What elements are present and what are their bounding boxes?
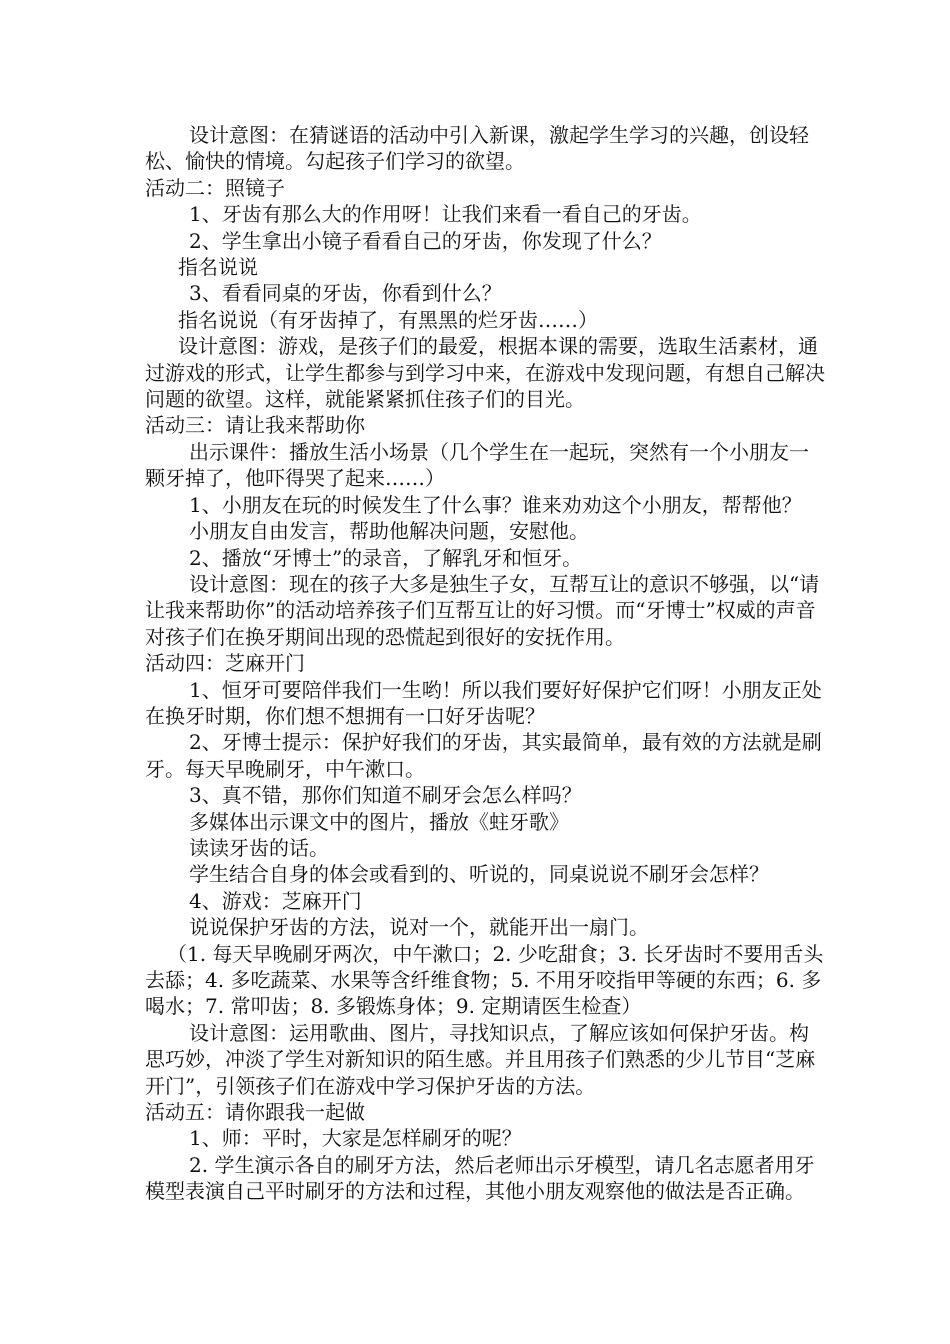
paragraph: 2、播放“牙博士”的录音，了解乳牙和恒牙。	[189, 545, 583, 570]
document-body	[145, 122, 825, 1205]
paragraph: 2、牙博士提示：保护好我们的牙齿，其实最简单，最有效的方法就是刷牙。每天早晚刷牙，中午漱口。	[145, 730, 822, 781]
paragraph: 1、小朋友在玩的时候发生了什么事？谁来劝劝这个小朋友，帮帮他？	[189, 492, 802, 517]
paragraph: 2、学生拿出小镜子看看自己的牙齿，你发现了什么？	[189, 228, 662, 253]
paragraph: 多媒体出示课文中的图片，播放《蛀牙歌》	[189, 809, 569, 834]
paragraph-design-intent-1: 设计意图：在猜谜语的活动中引入新课，激起学生学习的兴趣，创设轻松、愉快的情境。勾起孩子们学习的欲望。	[145, 123, 809, 174]
paragraph: 读读牙齿的话。	[189, 835, 329, 860]
paragraph: 3、真不错，那你们知道不刷牙会怎么样吗？	[189, 783, 582, 808]
heading-activity-2: 活动二：照镜子	[145, 175, 285, 200]
paragraph: 出示课件：播放生活小场景（几个学生在一起玩，突然有一个小朋友一颗牙掉了，他吓得哭了起来……）	[145, 439, 809, 491]
paragraph-design-intent-3: 设计意图：现在的孩子大多是独生子女，互帮互让的意识不够强，以“请让我来帮助你”的活动培养孩子们互帮互让的好习惯。而“牙博士”权威的声音对孩子们在换牙期间出现的恐慌起到很好的安抚作用。	[145, 571, 820, 649]
paragraph: 学生结合自身的体会或看到的、听说的，同桌说说不刷牙会怎样？	[189, 862, 769, 887]
heading-activity-5: 活动五：请你跟我一起做	[145, 1100, 365, 1125]
heading-activity-3: 活动三：请让我来帮助你	[145, 413, 365, 438]
paragraph: 1、师：平时，大家是怎样刷牙的呢？	[189, 1126, 522, 1151]
paragraph-design-intent-2: 设计意图：游戏，是孩子们的最爱，根据本课的需要，选取生活素材，通过游戏的形式，让学生都参与到学习中来，在游戏中发现问题，有想自己解决问题的欲望。这样，就能紧紧抓住孩子们的目光。	[145, 334, 825, 412]
paragraph: 3、看看同桌的牙齿，你看到什么？	[189, 281, 502, 306]
paragraph-methods-list: （1. 每天早晚刷牙两次，中午漱口；2. 少吃甜食；3. 长牙齿时不要用舌头去舔；4. 多吃蔬菜、水果等含纤维食物；5. 不用牙咬指甲等硬的东西；6. 多喝水；7. 常叩齿；8. 多锻炼身体；9. 定期请医生检查）	[145, 941, 824, 1019]
paragraph: 指名说说（有牙齿掉了，有黑黑的烂牙齿……）	[178, 307, 598, 332]
paragraph: 1、牙齿有那么大的作用呀！让我们来看一看自己的牙齿。	[189, 202, 702, 227]
paragraph-design-intent-4: 设计意图：运用歌曲、图片，寻找知识点，了解应该如何保护牙齿。构思巧妙，冲淡了学生对新知识的陌生感。并且用孩子们熟悉的少儿节目“芝麻开门”，引领孩子们在游戏中学习保护牙齿的方法。	[145, 1020, 816, 1098]
paragraph: 小朋友自由发言，帮助他解决问题，安慰他。	[189, 519, 589, 544]
paragraph: 2. 学生演示各自的刷牙方法，然后老师出示牙模型，请几名志愿者用牙模型表演自己平时刷牙的方法和过程，其他小朋友观察他的做法是否正确。	[145, 1152, 815, 1204]
paragraph: 4、游戏：芝麻开门	[189, 888, 362, 913]
heading-activity-4: 活动四：芝麻开门	[145, 651, 305, 676]
paragraph: 指名说说	[178, 255, 258, 280]
paragraph: 说说保护牙齿的方法，说对一个，就能开出一扇门。	[189, 915, 649, 940]
paragraph: 1、恒牙可要陪伴我们一生哟！所以我们要好好保护它们呀！小朋友正处在换牙时期，你们想不想拥有一口好牙齿呢？	[145, 677, 822, 728]
